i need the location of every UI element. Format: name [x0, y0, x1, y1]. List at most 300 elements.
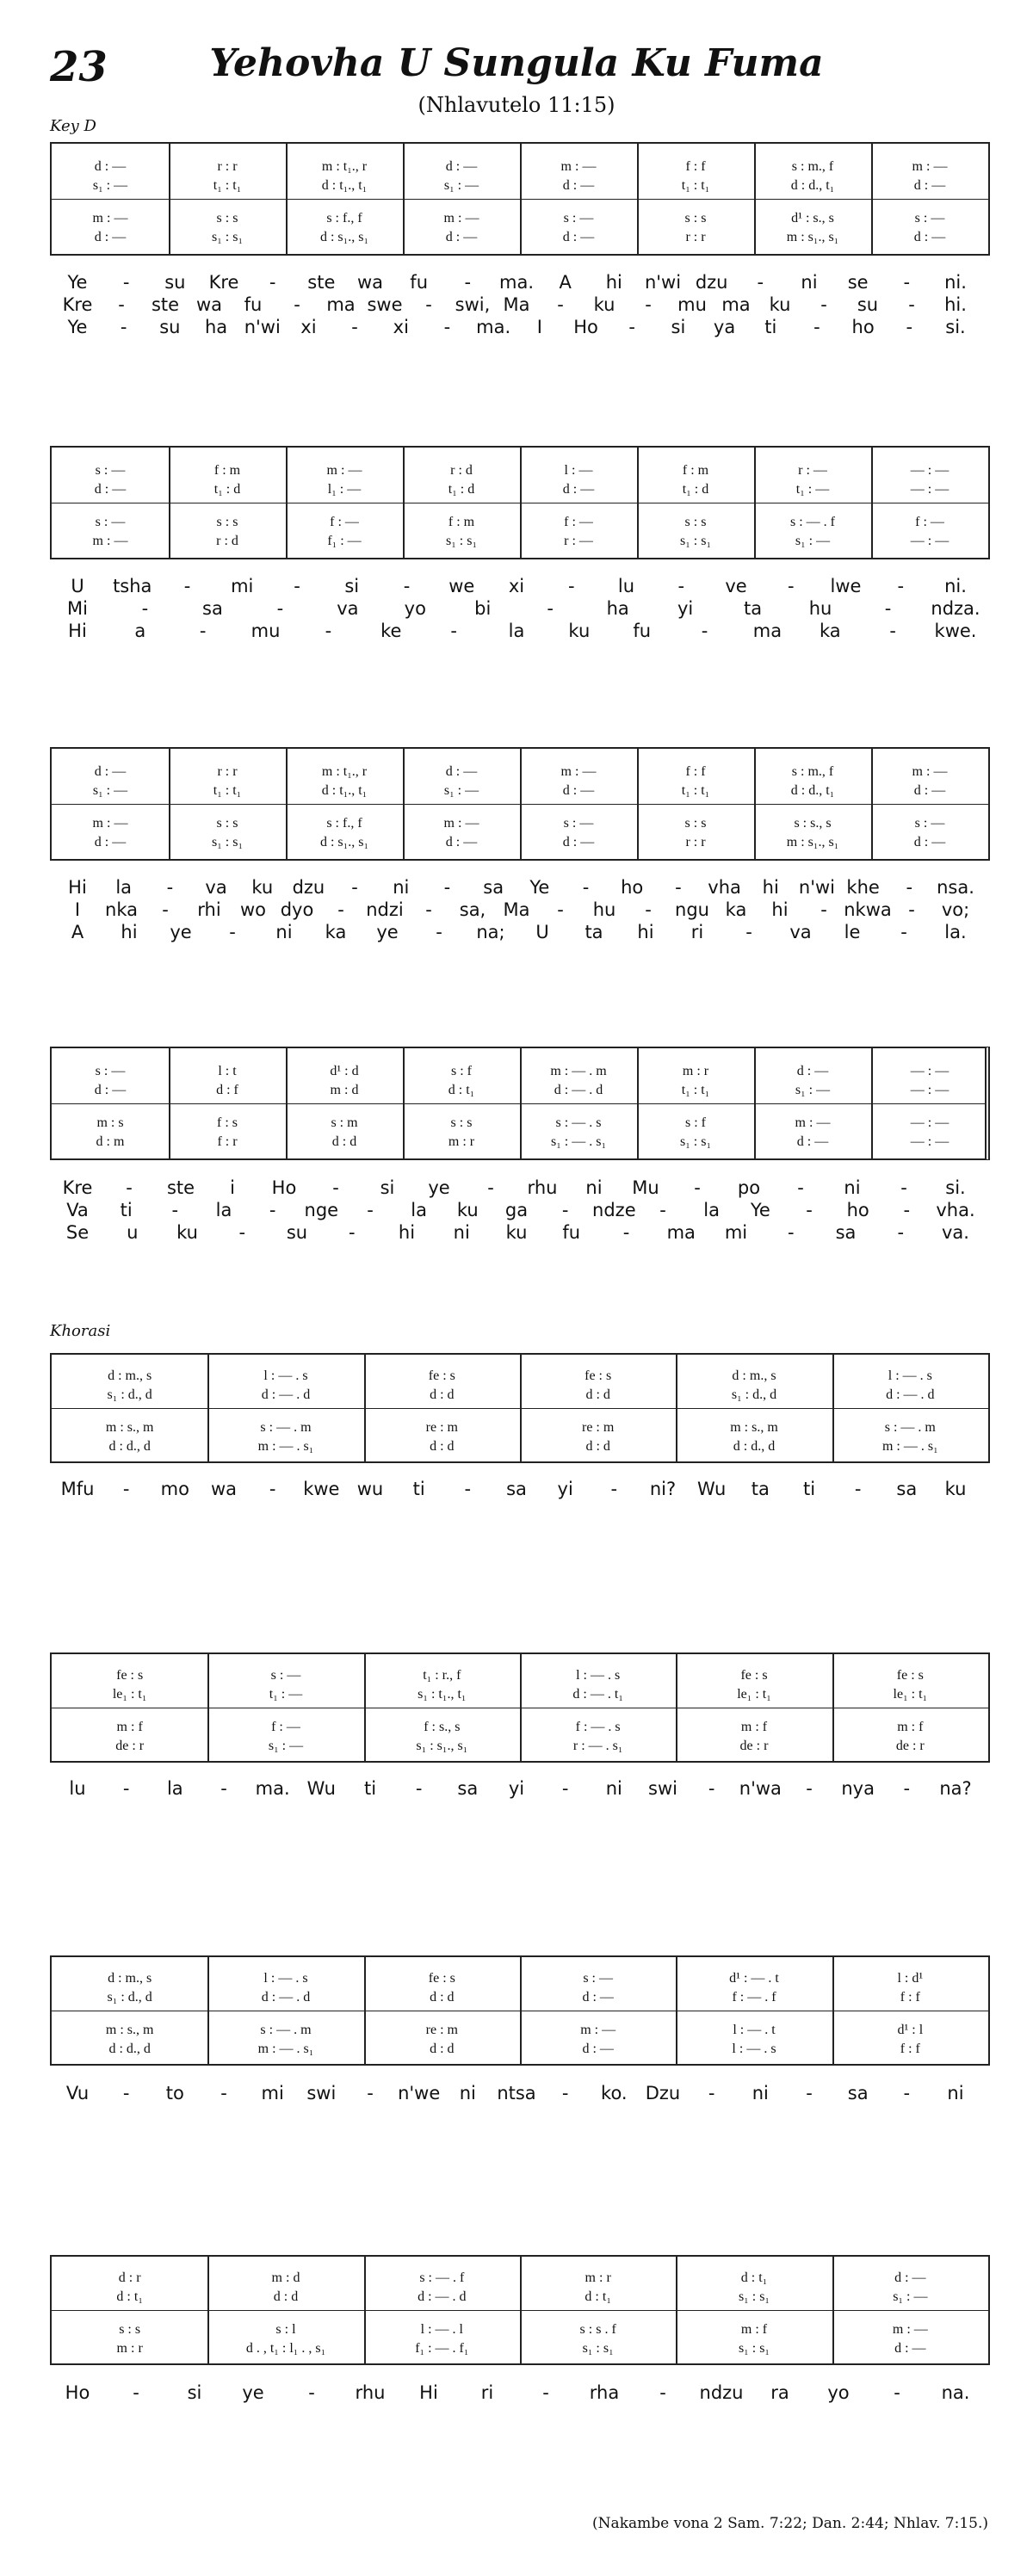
syllable-hyphen: -	[133, 2382, 139, 2403]
lyric-syllable: wu	[356, 1479, 384, 1499]
solfa-measure: d : t₁	[448, 1083, 475, 1097]
lyric-syllable: ste	[307, 272, 336, 293]
syllable-hyphen: -	[820, 899, 827, 920]
solfa-measure: f : f	[685, 764, 706, 779]
lyric-syllable: nya	[841, 1778, 875, 1799]
lyric-syllable: na.	[941, 2382, 970, 2403]
syllable-hyphen: -	[908, 294, 915, 315]
solfa-measure: m : —	[443, 816, 479, 831]
solfa-measure: m : r	[585, 2270, 611, 2285]
solfa-measure: s : s	[450, 1115, 473, 1130]
solfa-measure: s₁ : s₁	[679, 1134, 712, 1149]
solfa-measure: f : —	[330, 515, 359, 529]
lyric-syllable: ni.	[944, 272, 967, 293]
solfa-measure: d : — . d	[886, 1387, 935, 1402]
solfa-measure: d : —	[562, 230, 595, 244]
lyric-syllable: sa	[483, 877, 504, 898]
lyric-syllable: Mi	[67, 598, 88, 619]
solfa-measure: r : r	[217, 764, 238, 779]
lyric-syllable: lu	[617, 576, 635, 596]
solfa-measure: d : —	[796, 1134, 829, 1149]
lyric-syllable: rhi	[197, 899, 221, 920]
solfa-measure: s₁ : — . s₁	[550, 1134, 607, 1149]
lyric-syllable: ma	[721, 294, 751, 315]
syllable-hyphen: -	[757, 272, 764, 293]
syllable-hyphen: -	[806, 1778, 813, 1799]
solfa-measure: d : —	[562, 482, 595, 497]
syllable-hyphen: -	[166, 877, 174, 898]
solfa-measure: d : —	[94, 159, 127, 174]
solfa-measure: m : —	[92, 816, 128, 831]
lyric-syllable: yo	[404, 598, 426, 619]
solfa-measure: l : — . s	[263, 1368, 308, 1383]
lyric-syllable: ma	[752, 621, 782, 641]
lyric-syllable: se	[847, 272, 869, 293]
solfa-measure: de : r	[895, 1739, 925, 1753]
solfa-measure: m : —	[892, 2322, 928, 2337]
lyric-syllable: le	[844, 922, 861, 942]
solfa-measure: m : f	[897, 1720, 924, 1734]
lyric-syllable: si	[380, 1177, 395, 1198]
lyric-syllable: ma.	[255, 1778, 290, 1799]
lyric-syllable: ku	[251, 877, 274, 898]
lyric-syllable: kwe	[303, 1479, 340, 1499]
lyric-syllable: Ye	[529, 877, 550, 898]
syllable-hyphen: -	[557, 899, 564, 920]
syllable-hyphen: -	[464, 1479, 472, 1499]
solfa-measure: m : — . s₁	[257, 1439, 314, 1454]
lyric-syllable: hi	[771, 899, 789, 920]
lyric-syllable: Ho	[65, 2382, 90, 2403]
solfa-measure: s₁ : s₁	[211, 835, 244, 849]
solfa-measure: d : f	[216, 1083, 238, 1097]
solfa-measure: l : d¹	[897, 1971, 924, 1986]
lyric-syllable: I	[74, 899, 81, 920]
syllable-hyphen: -	[561, 1778, 569, 1799]
solfa-measure: de : r	[739, 1739, 769, 1753]
solfa-measure: d : — . d	[554, 1083, 603, 1097]
syllable-hyphen: -	[854, 1479, 862, 1499]
syllable-hyphen: -	[884, 598, 892, 619]
syllable-hyphen: -	[238, 1222, 246, 1243]
syllable-hyphen: -	[436, 922, 442, 942]
solfa-measure: le₁ : t₁	[112, 1687, 147, 1702]
solfa-measure: d : d	[585, 1439, 610, 1454]
lyric-syllable: mi	[231, 576, 254, 596]
lyric-syllable: ri	[690, 922, 704, 942]
solfa-measure: d : —	[445, 159, 478, 174]
lyric-syllable: ste	[151, 294, 180, 315]
lyric-syllable: sa	[457, 1778, 479, 1799]
lyric-syllable: ho	[851, 317, 875, 337]
lyric-syllable: ngu	[675, 899, 709, 920]
syllable-hyphen: -	[542, 2382, 549, 2403]
lyric-line	[0, 317, 1033, 339]
lyric-syllable: ho	[846, 1200, 869, 1220]
lyric-syllable: n'we	[398, 2083, 441, 2103]
solfa-measure: d¹ : — . t	[729, 1971, 779, 1986]
syllable-hyphen: -	[561, 2083, 569, 2103]
solfa-measure: s : s . f	[579, 2322, 616, 2337]
solfa-measure: s₁ : s₁., s₁	[416, 1739, 468, 1753]
syllable-hyphen: -	[701, 621, 708, 641]
lyric-syllable: ni	[605, 1778, 622, 1799]
syllable-hyphen: -	[220, 1778, 227, 1799]
lyric-syllable: swe	[367, 294, 403, 315]
solfa-measure: l : — . l	[420, 2322, 463, 2337]
syllable-hyphen: -	[645, 294, 652, 315]
lyric-line	[0, 272, 1033, 294]
lyric-syllable: hu	[808, 598, 832, 619]
lyric-syllable: ntsa	[497, 2083, 536, 2103]
music-system	[50, 2255, 990, 2365]
solfa-measure: le₁ : t₁	[737, 1687, 771, 1702]
syllable-hyphen: -	[269, 272, 276, 293]
syllable-hyphen: -	[118, 294, 125, 315]
lyric-syllable: sa	[835, 1222, 857, 1243]
lyric-line	[0, 2083, 1033, 2105]
lyric-syllable: ye	[170, 922, 192, 942]
lyric-syllable: su	[164, 272, 186, 293]
solfa-measure: d : —	[582, 2042, 614, 2056]
syllable-hyphen: -	[787, 576, 795, 596]
lyric-syllable: sa	[896, 1479, 918, 1499]
syllable-hyphen: -	[403, 576, 411, 596]
lyric-syllable: Va	[66, 1200, 89, 1220]
solfa-measure: d : —	[94, 764, 127, 779]
lyric-syllable: Mu	[632, 1177, 659, 1198]
syllable-hyphen: -	[367, 1200, 374, 1220]
solfa-measure: s₁ : d., d	[107, 1387, 152, 1402]
solfa-measure: s : — . s	[555, 1115, 602, 1130]
solfa-measure: d : — . d	[261, 1990, 311, 2005]
lyric-syllable: we	[448, 576, 475, 596]
solfa-measure: s : s	[684, 211, 707, 225]
syllable-hyphen: -	[806, 1200, 813, 1220]
lyric-line	[0, 922, 1033, 944]
lyric-syllable: ka	[725, 899, 747, 920]
lyric-syllable: hi	[762, 877, 779, 898]
lyric-syllable: Se	[65, 1222, 90, 1243]
lyric-syllable: ye	[376, 922, 399, 942]
syllable-hyphen: -	[425, 899, 432, 920]
solfa-measure: m : r	[448, 1134, 475, 1149]
lyric-syllable: ye	[242, 2382, 264, 2403]
syllable-hyphen: -	[708, 2083, 715, 2103]
key-label: Key D	[50, 117, 96, 135]
solfa-measure: m : s., m	[730, 1420, 778, 1435]
lyric-syllable: sa	[506, 1479, 527, 1499]
solfa-measure: m : —	[795, 1115, 831, 1130]
lyric-syllable: ga	[504, 1200, 529, 1220]
lyric-syllable: si	[344, 576, 360, 596]
solfa-measure: m : t₁., r	[321, 764, 368, 779]
lyric-syllable: Hi	[68, 877, 87, 898]
lyric-syllable: ta	[744, 598, 763, 619]
lyric-syllable: vo;	[941, 899, 970, 920]
solfa-measure: f : — . f	[732, 1990, 776, 2005]
solfa-measure: d : t₁	[585, 2289, 611, 2304]
syllable-hyphen: -	[141, 598, 149, 619]
solfa-measure: re : m	[582, 1420, 615, 1435]
solfa-measure: s₁ : —	[795, 534, 831, 548]
solfa-measure: — : —	[910, 1064, 949, 1078]
solfa-measure: s : s	[216, 816, 238, 831]
lyric-syllable: kwe.	[934, 621, 977, 641]
solfa-measure: d : —	[562, 783, 595, 798]
solfa-measure: s : s	[216, 515, 238, 529]
solfa-measure: m : f	[116, 1720, 143, 1734]
lyric-syllable: ha	[204, 317, 228, 337]
lyric-syllable: hi	[398, 1222, 416, 1243]
syllable-hyphen: -	[547, 598, 554, 619]
syllable-hyphen: -	[557, 294, 564, 315]
lyric-syllable: ku	[944, 1479, 967, 1499]
lyric-syllable: ti	[764, 317, 777, 337]
syllable-hyphen: -	[903, 272, 911, 293]
syllable-hyphen: -	[351, 877, 358, 898]
syllable-hyphen: -	[120, 317, 127, 337]
lyric-syllable: mu	[251, 621, 281, 641]
solfa-measure: f : —	[564, 515, 593, 529]
lyric-syllable: po	[737, 1177, 761, 1198]
lyric-syllable: ve	[725, 576, 747, 596]
solfa-measure: m : s., m	[105, 2023, 154, 2037]
syllable-hyphen: -	[745, 922, 752, 942]
syllable-hyphen: -	[269, 1200, 276, 1220]
lyric-line	[0, 1222, 1033, 1245]
lyric-syllable: Wu	[306, 1778, 336, 1799]
solfa-measure: s : —	[563, 211, 594, 225]
syllable-hyphen: -	[294, 576, 300, 596]
syllable-hyphen: -	[610, 1479, 618, 1499]
lyric-syllable: mu	[677, 294, 707, 315]
solfa-measure: d : d., t₁	[790, 178, 835, 193]
lyric-syllable: ndza.	[931, 598, 980, 619]
lyric-syllable: yi	[557, 1479, 573, 1499]
syllable-hyphen: -	[677, 576, 685, 596]
solfa-measure: s : — . f	[790, 515, 835, 529]
syllable-hyphen: -	[308, 2382, 315, 2403]
lyric-line	[0, 877, 1033, 899]
solfa-measure: s : l	[275, 2322, 296, 2337]
lyric-line	[0, 621, 1033, 643]
solfa-measure: m : —	[560, 764, 597, 779]
syllable-hyphen: -	[906, 317, 913, 337]
lyric-syllable: dzu	[695, 272, 728, 293]
lyric-syllable: ma	[326, 294, 356, 315]
lyric-syllable: yi	[508, 1778, 525, 1799]
lyric-syllable: hi	[605, 272, 622, 293]
solfa-measure: d : —	[562, 178, 595, 193]
lyric-syllable: hi	[637, 922, 654, 942]
lyric-syllable: ni?	[649, 1479, 677, 1499]
syllable-hyphen: -	[351, 317, 358, 337]
solfa-measure: s : —	[914, 816, 945, 831]
solfa-measure: d : —	[913, 783, 946, 798]
music-system	[50, 142, 990, 256]
solfa-measure: s : —	[95, 515, 126, 529]
lyric-syllable: si.	[945, 1177, 966, 1198]
lyric-syllable: ti	[412, 1479, 425, 1499]
solfa-measure: l : — . t	[733, 2023, 776, 2037]
solfa-measure: m : r	[116, 2341, 143, 2356]
lyric-syllable: yo	[827, 2382, 850, 2403]
lyric-syllable: A	[71, 922, 84, 942]
lyric-syllable: la.	[944, 922, 967, 942]
chorus-label: Khorasi	[50, 1322, 111, 1340]
lyric-syllable: la	[166, 1778, 183, 1799]
solfa-measure: d : —	[894, 2341, 926, 2356]
lyric-syllable: si	[671, 317, 686, 337]
lyric-syllable: Wu	[696, 1479, 727, 1499]
lyric-syllable: Mfu	[60, 1479, 95, 1499]
lyric-syllable: I	[536, 317, 542, 337]
solfa-measure: m : —	[560, 159, 597, 174]
lyric-syllable: va	[789, 922, 812, 942]
solfa-measure: s : —	[563, 816, 594, 831]
syllable-hyphen: -	[337, 899, 344, 920]
solfa-measure: t₁ : r., f	[423, 1668, 461, 1683]
solfa-measure: m : t₁., r	[321, 159, 368, 174]
solfa-measure: f : f	[685, 159, 706, 174]
syllable-hyphen: -	[122, 1479, 130, 1499]
solfa-measure: d : —	[913, 178, 946, 193]
syllable-hyphen: -	[675, 877, 682, 898]
solfa-measure: d : t₁	[740, 2270, 768, 2285]
lyric-syllable: mo	[160, 1479, 189, 1499]
solfa-measure: s : f	[451, 1064, 472, 1078]
solfa-measure: d : —	[445, 230, 478, 244]
lyric-syllable: xi	[393, 317, 409, 337]
lyric-syllable: fu	[562, 1222, 581, 1243]
syllable-hyphen: -	[183, 576, 191, 596]
solfa-measure: d : —	[94, 835, 127, 849]
lyric-syllable: ku	[593, 294, 615, 315]
music-system	[50, 1955, 990, 2066]
solfa-measure: f : f	[900, 2042, 920, 2056]
lyric-syllable: la	[411, 1200, 428, 1220]
lyric-syllable: ni	[459, 2083, 476, 2103]
solfa-measure: d¹ : l	[897, 2023, 924, 2037]
solfa-measure: d : —	[94, 482, 127, 497]
solfa-measure: fe : s	[896, 1668, 924, 1683]
solfa-measure: r : —	[798, 463, 827, 478]
lyric-syllable: ni	[393, 877, 410, 898]
syllable-hyphen: -	[659, 2382, 666, 2403]
solfa-measure: d : t₁., t₁	[321, 178, 368, 193]
lyric-syllable: wa	[195, 294, 223, 315]
solfa-measure: f : s., s	[424, 1720, 461, 1734]
solfa-measure: f : s	[217, 1115, 238, 1130]
solfa-measure: d : —	[913, 230, 946, 244]
solfa-measure: f : f	[900, 1990, 920, 2005]
solfa-measure: s : — . f	[419, 2270, 465, 2285]
lyric-syllable: ya	[713, 317, 736, 337]
solfa-measure: m : s., m	[105, 1420, 154, 1435]
solfa-measure: d : —	[562, 835, 595, 849]
syllable-hyphen: -	[897, 1222, 905, 1243]
syllable-hyphen: -	[443, 317, 451, 337]
solfa-measure: m : f	[740, 1720, 768, 1734]
lyric-syllable: ka	[819, 621, 841, 641]
solfa-measure: s : m., f	[791, 764, 834, 779]
solfa-measure: l : — . s	[576, 1668, 621, 1683]
lyric-syllable: su	[857, 294, 879, 315]
lyric-line	[0, 1479, 1033, 1501]
lyric-syllable: ni	[947, 2083, 964, 2103]
syllable-hyphen: -	[694, 1177, 701, 1198]
lyric-syllable: si.	[945, 317, 966, 337]
lyric-syllable: Ye	[67, 272, 88, 293]
lyric-syllable: ni	[275, 922, 293, 942]
solfa-measure: f₁ : — . f₁	[415, 2341, 469, 2356]
lyric-syllable: fu	[244, 294, 263, 315]
solfa-measure: r : d	[216, 534, 238, 548]
syllable-hyphen: -	[797, 1177, 804, 1198]
solfa-measure: d : —	[94, 230, 127, 244]
solfa-measure: d : d	[585, 1387, 610, 1402]
solfa-measure: m : —	[580, 2023, 616, 2037]
lyric-syllable: nge	[304, 1200, 339, 1220]
solfa-measure: s : — . m	[260, 1420, 312, 1435]
solfa-measure: d : d	[430, 1387, 455, 1402]
lyric-syllable: rhu	[355, 2382, 386, 2403]
lyric-syllable: ma.	[476, 317, 511, 337]
lyric-syllable: Hi	[68, 621, 87, 641]
lyric-syllable: wa	[356, 272, 384, 293]
syllable-hyphen: -	[622, 1222, 630, 1243]
lyric-line	[0, 1200, 1033, 1222]
lyric-syllable: lu	[69, 1778, 86, 1799]
lyric-syllable: ni	[453, 1222, 470, 1243]
song-title: Yehovha U Sungula Ku Fuma	[209, 41, 824, 85]
solfa-measure: d : d	[331, 1134, 357, 1149]
syllable-hyphen: -	[628, 317, 635, 337]
solfa-measure: d : d., d	[108, 2042, 151, 2056]
syllable-hyphen: -	[450, 621, 457, 641]
solfa-measure: d : d	[430, 1990, 455, 2005]
solfa-measure: l : — . s	[888, 1368, 932, 1383]
solfa-measure: f : —	[271, 1720, 300, 1734]
solfa-measure: d : r	[118, 2270, 141, 2285]
lyric-syllable: ko.	[601, 2083, 628, 2103]
syllable-hyphen: -	[889, 621, 896, 641]
syllable-hyphen: -	[122, 1778, 130, 1799]
lyric-syllable: Ma	[503, 899, 530, 920]
lyric-syllable: u	[127, 1222, 139, 1243]
lyric-syllable: khe	[846, 877, 880, 898]
syllable-hyphen: -	[464, 272, 472, 293]
solfa-measure: fe : s	[740, 1668, 768, 1683]
lyric-syllable: ku	[568, 621, 591, 641]
lyric-syllable: hi.	[944, 294, 967, 315]
solfa-measure: d : s₁., s₁	[319, 230, 369, 244]
lyric-syllable: ste	[166, 1177, 195, 1198]
music-system	[50, 1353, 990, 1463]
syllable-hyphen: -	[162, 899, 169, 920]
solfa-measure: m : s	[96, 1115, 124, 1130]
lyric-syllable: nsa.	[937, 877, 974, 898]
syllable-hyphen: -	[415, 1778, 423, 1799]
lyric-syllable: nka	[105, 899, 138, 920]
syllable-hyphen: -	[325, 621, 332, 641]
lyric-syllable: Kre	[62, 1177, 93, 1198]
lyric-syllable: sa	[847, 2083, 869, 2103]
lyric-syllable: la	[508, 621, 525, 641]
solfa-measure: s : s	[119, 2322, 141, 2337]
solfa-measure: m : d	[330, 1083, 359, 1097]
